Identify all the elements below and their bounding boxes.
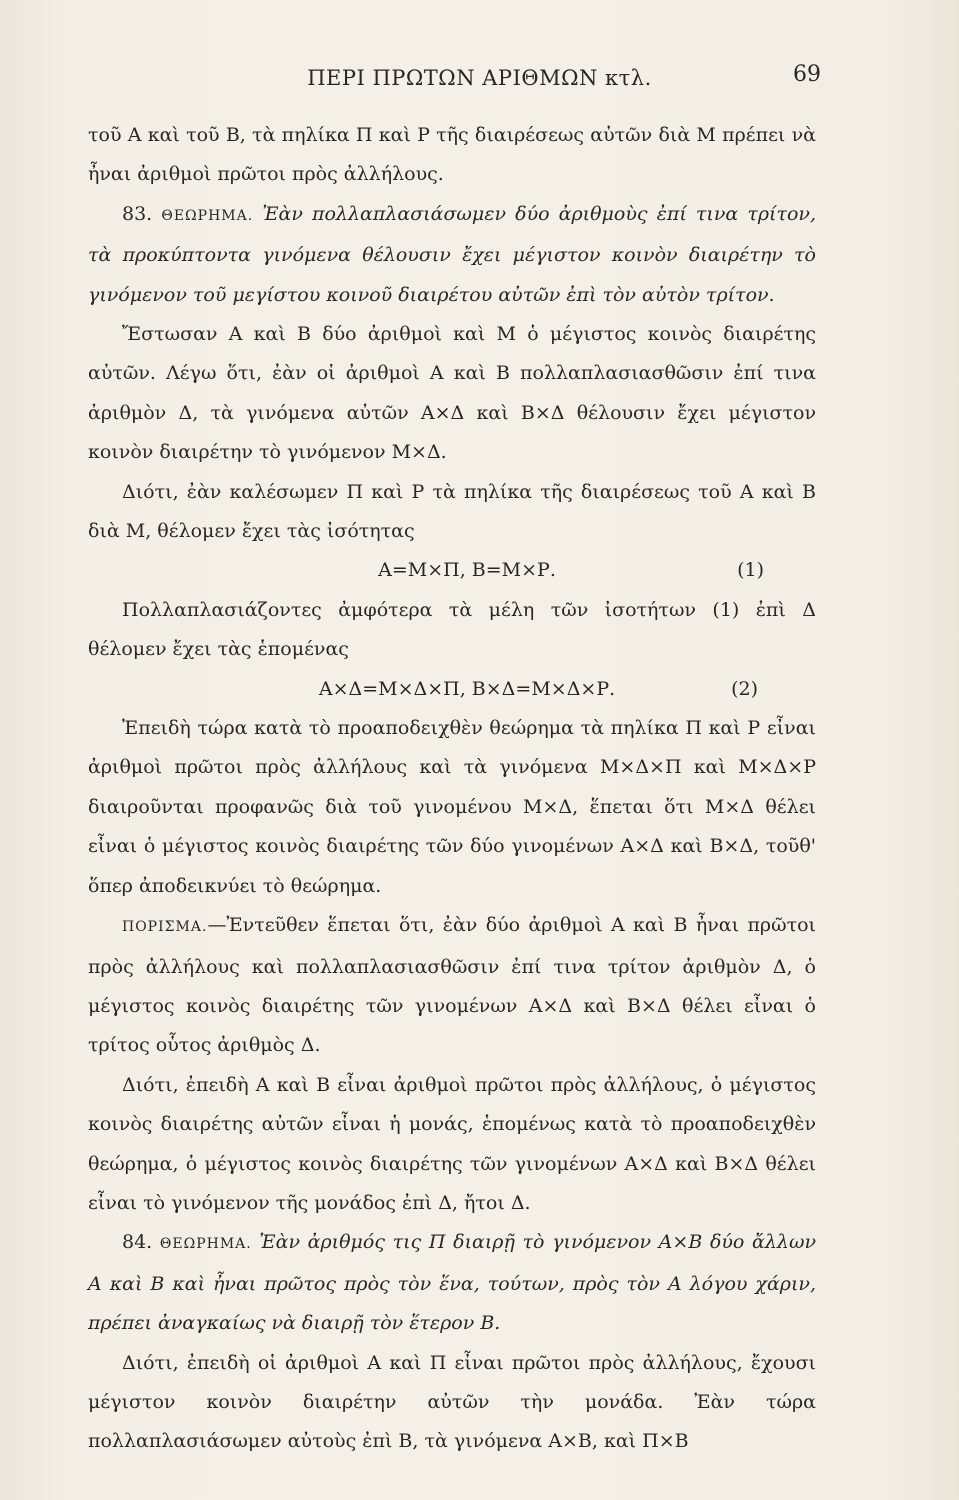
paragraph: τοῦ Α καὶ τοῦ Β, τὰ πηλίκα Π καὶ Ρ τῆς διαιρέσεως αὐτῶν διὰ Μ πρέπει νὰ ἦναι ἀριθμοὶ πρῶτοι πρὸς ἀλλήλους. xyxy=(88,124,816,186)
running-title: ΠΕΡΙ ΠΡΩΤΩΝ ΑΡΙΘΜΩΝ κτλ. xyxy=(307,66,652,90)
equation-number: (1) xyxy=(737,559,764,582)
equation-number: (2) xyxy=(731,677,758,700)
theorem-number: 84. xyxy=(122,1231,153,1254)
paragraph: Ἔστωσαν Α καὶ Β δύο ἀριθμοὶ καὶ Μ ὁ μέγιστος κοινὸς διαιρέτης αὐτῶν. Λέγω ὅτι, ἐὰν οἱ ἀριθμοὶ Α καὶ Β πολλαπλασιασθῶσιν ἐπί τινα ἀριθμὸν Δ, τὰ γινόμενα αὐτῶν Α×Δ καὶ Β×Δ θέλουσιν ἔχει μέγιστον κοινὸν διαιρέτην τὸ γινόμενον Μ×Δ. xyxy=(88,323,816,464)
body-text xyxy=(88,116,816,1462)
page-header xyxy=(0,62,959,96)
corollary-text: —Ἐντεῦθεν ἕπεται ὅτι, ἐὰν δύο ἀριθμοὶ Α καὶ Β ἦναι πρῶτοι πρὸς ἀλλήλους καὶ πολλαπλασιασθῶσιν ἐπί τινα τρίτον ἀριθμὸν Δ, ὁ μέγιστος κοινὸς διαιρέτης τῶν γινομένων Α×Δ καὶ Β×Δ θέλει εἶναι ὁ τρίτος οὗτος ἀριθμὸς Δ. xyxy=(88,914,816,1057)
theorem-84 xyxy=(88,1223,816,1343)
paragraph: Ἐπειδὴ τώρα κατὰ τὸ προαποδειχθὲν θεώρημα τὰ πηλίκα Π καὶ Ρ εἶναι ἀριθμοὶ πρῶτοι πρὸς ἀλλήλους καὶ τὰ γινόμενα Μ×Δ×Π καὶ Μ×Δ×Ρ διαιροῦνται προφανῶς διὰ τοῦ γινομένου Μ×Δ, ἕπεται ὅτι Μ×Δ θέλει εἶναι ὁ μέγιστος κοινὸς διαιρέτης τῶν δύο γινομένων Α×Δ καὶ Β×Δ, τοῦθ' ὅπερ ἀποδεικνύει τὸ θεώρημα. xyxy=(88,717,816,897)
theorem-statement: Ἐὰν ἀριθμός τις Π διαιρῇ τὸ γινόμενον Α×Β δύο ἄλλων Α καὶ Β καὶ ἦναι πρῶτος πρὸς τὸν ἕνα, τούτων, πρὸς τὸν Α λόγου χάριν, πρέπει ἀναγκαίως νὰ διαιρῇ τὸν ἕτερον Β. xyxy=(88,1231,816,1335)
theorem-statement: Ἐὰν πολλαπλασιάσωμεν δύο ἀριθμοὺς ἐπί τινα τρίτον, τὰ προκύπτοντα γινόμενα θέλουσιν ἔχει μέγιστον κοινὸν διαιρέτην τὸ γινόμενον τοῦ μεγίστου κοινοῦ διαιρέτου αὐτῶν ἐπὶ τὸν αὐτὸν τρίτον. xyxy=(88,202,817,306)
theorem-label: ΘΕΩΡΗΜΑ. xyxy=(161,207,254,224)
theorem-label: ΘΕΩΡΗΜΑ. xyxy=(159,1236,252,1253)
theorem-number: 83. xyxy=(122,202,153,225)
paragraph: Πολλαπλασιάζοντες ἀμφότερα τὰ μέλη τῶν ἰσοτήτων (1) ἐπὶ Δ θέλομεν ἔχει τὰς ἑπομένας xyxy=(88,598,816,661)
corollary xyxy=(88,906,816,1066)
corollary-label: ΠΟΡΙΣΜΑ. xyxy=(122,919,208,936)
paragraph: Διότι, ἐὰν καλέσωμεν Π καὶ Ρ τὰ πηλίκα τῆς διαιρέσεως τοῦ Α καὶ Β διὰ Μ, θέλομεν ἔχει τὰς ἰσότητας xyxy=(88,480,816,543)
equation-text: Α=Μ×Π, Β=Μ×Ρ. xyxy=(378,559,556,582)
equation-text: Α×Δ=Μ×Δ×Π, Β×Δ=Μ×Δ×Ρ. xyxy=(318,677,616,700)
equation-1 xyxy=(88,551,816,590)
paragraph: Διότι, ἐπειδὴ οἱ ἀριθμοὶ Α καὶ Π εἶναι πρῶτοι πρὸς ἀλλήλους, ἔχουσι μέγιστον κοινὸν διαιρέτην αὐτῶν τὴν μονάδα. Ἐὰν τώρα πολλαπλασιάσωμεν αὐτοὺς ἐπὶ Β, τὰ γινόμενα Α×Β, καὶ Π×Β xyxy=(88,1351,816,1453)
theorem-83 xyxy=(88,195,816,315)
paragraph: Διότι, ἐπειδὴ Α καὶ Β εἶναι ἀριθμοὶ πρῶτοι πρὸς ἀλλήλους, ὁ μέγιστος κοινὸς διαιρέτης αὐτῶν εἶναι ἡ μονάς, ἑπομένως κατὰ τὸ προαποδειχθὲν θεώρημα, ὁ μέγιστος κοινὸς διαιρέτης τῶν γινομένων Α×Δ καὶ Β×Δ θέλει εἶναι τὸ γινόμενον τῆς μονάδος ἐπὶ Δ, ἤτοι Δ. xyxy=(88,1073,816,1214)
page-number: 69 xyxy=(793,62,821,87)
equation-2 xyxy=(88,670,816,709)
